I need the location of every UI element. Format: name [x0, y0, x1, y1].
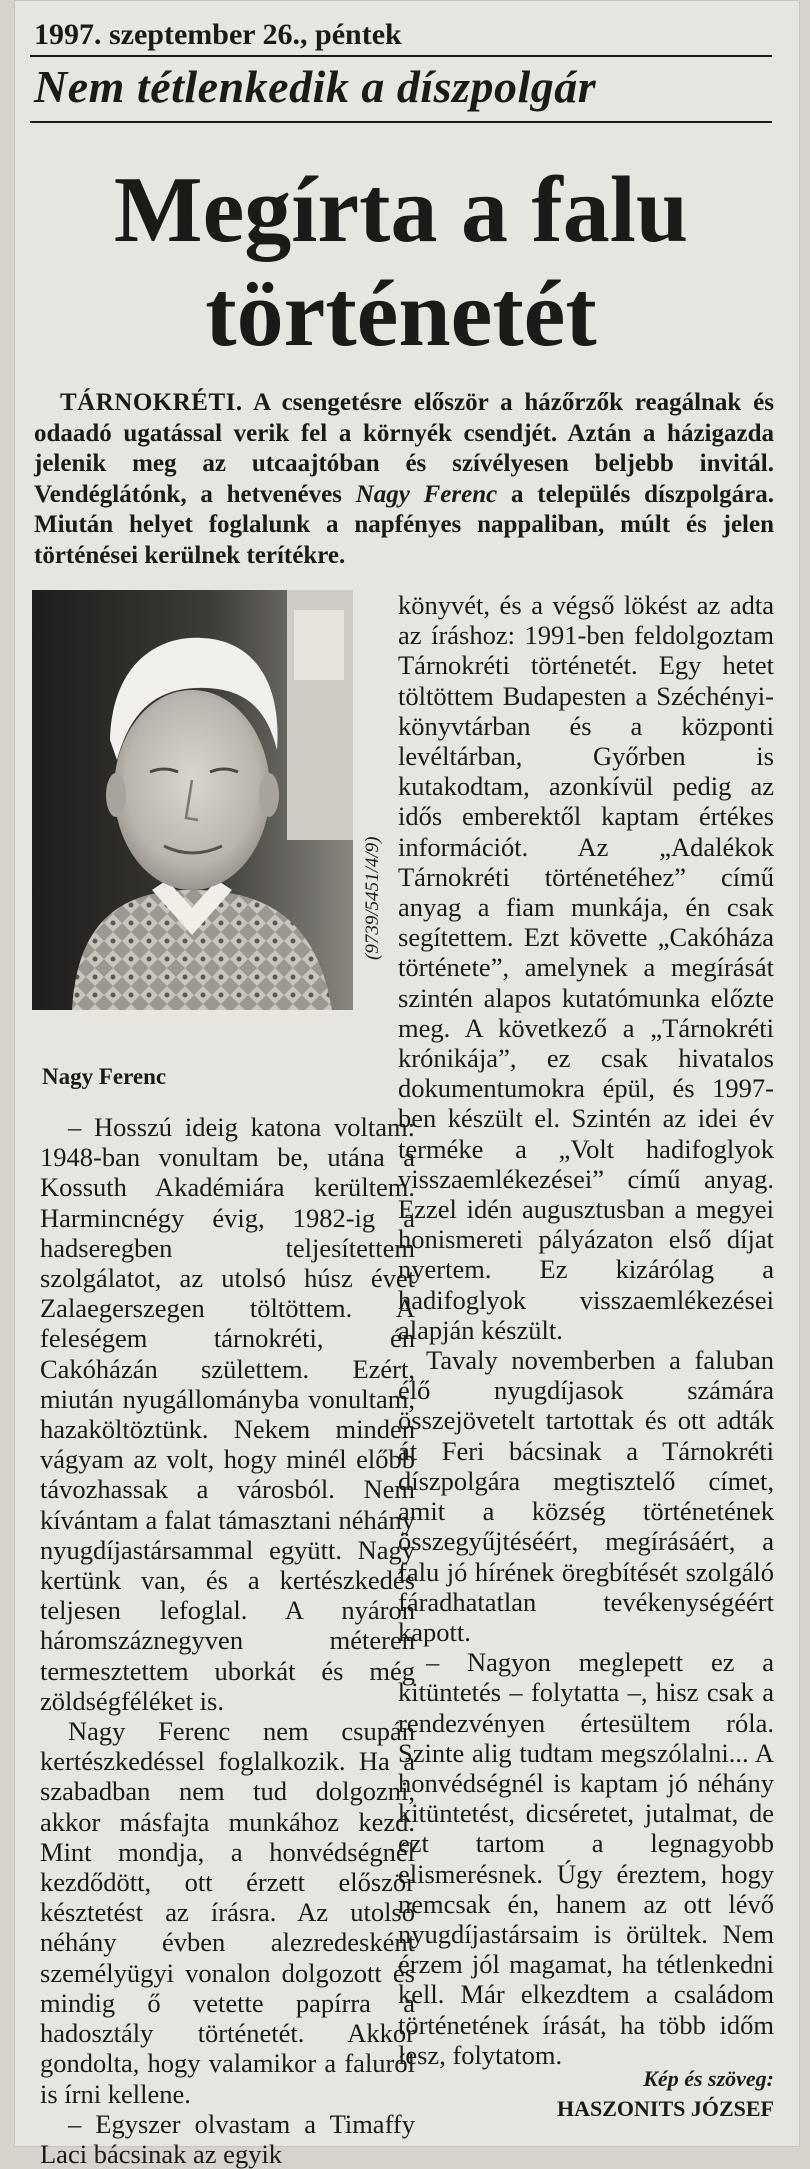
- lead-text-2: a település díszpolgára. Miután helyet foglalunk a napfényes nappaliban, múlt és jelen történései kerülnek terítékre.: [34, 480, 774, 569]
- headline: Megírta a falu történetét: [113, 158, 689, 366]
- body-paragraph: – Egyszer olvastam a Timaffy Laci bácsinak az egyik: [40, 2108, 415, 2169]
- body-paragraph: Tavaly novemberben a faluban élő nyugdíjasok számára összejövetelt tartottak és ott adták át Feri bácsinak a Tárnokréti díszpolgára megtisztelő címet, amit a község történetének összegyűjtéséért, megírásáért, a falu jó hírének öregbítését szolgáló fáradhatatlan tevékenységéért kapott.: [398, 1345, 774, 1647]
- photo-caption: Nagy Ferenc: [42, 1064, 167, 1089]
- issue-date: 1997. szeptember 26., péntek: [34, 18, 402, 51]
- byline: [557, 2064, 774, 2124]
- lead-name: Nagy Ferenc: [355, 480, 498, 508]
- kicker: Nem tétlenkedik a díszpolgár: [34, 61, 597, 112]
- byline-author: HASZONITS JÓZSEF: [556, 2096, 774, 2121]
- top-rule: [30, 55, 772, 57]
- kicker-rule: [30, 121, 772, 123]
- body-paragraph: Nagy Ferenc nem csupán kertészkedéssel foglalkozik. Ha a szabadban nem tud dolgozni, akkor másfajta munkához kezd. Mint mondja, a honvédségnél kezdődött, ott érzett először késztetést az írásra. Az utolsó néhány évben alezredesként személyügyi vonalon dolgozott és mindig ő vetette papírra a hadosztály történetét. Akkor gondolta, hogy valamikor a faluról is írni kellene.: [40, 1716, 415, 2109]
- lead-paragraph: [34, 388, 774, 571]
- lead-text-1: A csengetésre először a házőrzők reagálnak és odaadó ugatással verik fel a környék csendjét. Aztán a házigazda jelenik meg az utcaajtóban és szívélyesen beljebb invitál. Vendéglátónk, a hetvenéves: [34, 389, 774, 508]
- photo-credit-code: [362, 900, 384, 960]
- body-paragraph: – Nagyon meglepett ez a kitüntetés – folytatta –, hisz csak a rendezvényen értesültem róla. Szinte alig tudtam megszólalni... A honvédségnél is kaptam jó néhány kitüntetést, dicséretet, jutalmat, de ezt tartom a legnagyobb elismerésnek. Úgy éreztem, hogy nemcsak én, hanem az ott lévő nyugdíjastársaim is örültek. Nem érzem jól magamat, ha tétlenkedni kell. Már elkezdtem a családom történetének írását, ha több időm lesz, folytatom.: [398, 1647, 774, 2070]
- body-paragraph: könyvét, és a végső lökést az adta az íráshoz: 1991-ben feldolgoztam Tárnokréti történetét. Egy hetet töltöttem Budapesten a Széchényi-könyvtárban és a központi levéltárban, Győrben is kutakodtam, azonkívül pedig az idős emberektől kaptam értékes információt. Az „Adalékok Tárnokréti történetéhez” című anyag a fiam munkája, én csak segítettem. Ezt követte „Cakóháza története”, amelynek a megírását szintén alapos kutatómunka előzte meg. A következő a „Tárnokréti krónikája”, ez csak hivatalos dokumentumokra épül, és 1997-ben készült el. Szintén az idei év terméke a „Volt hadifoglyok visszaemlékezései” című anyag. Ezzel idén augusztusban a megyei honismereti pályázaton első díjat nyertem. Ez kizárólag a hadifoglyok visszaemlékezései alapján készült.: [398, 590, 774, 1345]
- portrait-illustration: [32, 590, 353, 1010]
- byline-role: Kép és szöveg:: [643, 2066, 774, 2091]
- body-column-left: [40, 1112, 415, 2169]
- body-column-right: [398, 590, 774, 2070]
- lead-place: TÁRNOKRÉTI.: [60, 389, 243, 416]
- body-paragraph: – Hosszú ideig katona voltam: 1948-ban vonultam be, utána a Kossuth Akadémiára kerültem. Harmincnégy évig, 1982-ig a hadseregben teljesítettem szolgálatot, az utolsó húsz évet Zalaegerszegen töltöttem. A feleségem tárnokréti, én Cakóházán születtem. Ezért, miután nyugállományba vonultam, hazaköltöztünk. Nekem minden vágyam az volt, hogy minél előbb távozhassak a városból. Nem kívántam a falat támasztani néhány nyugdíjastársammal együtt. Nagy kertünk van, és a kertészkedés teljesen lefoglal. A nyáron háromszáznegyven méteren termesztettem uborkát és még zöldségféléket is.: [40, 1112, 415, 1716]
- portrait-photo: [32, 590, 353, 1010]
